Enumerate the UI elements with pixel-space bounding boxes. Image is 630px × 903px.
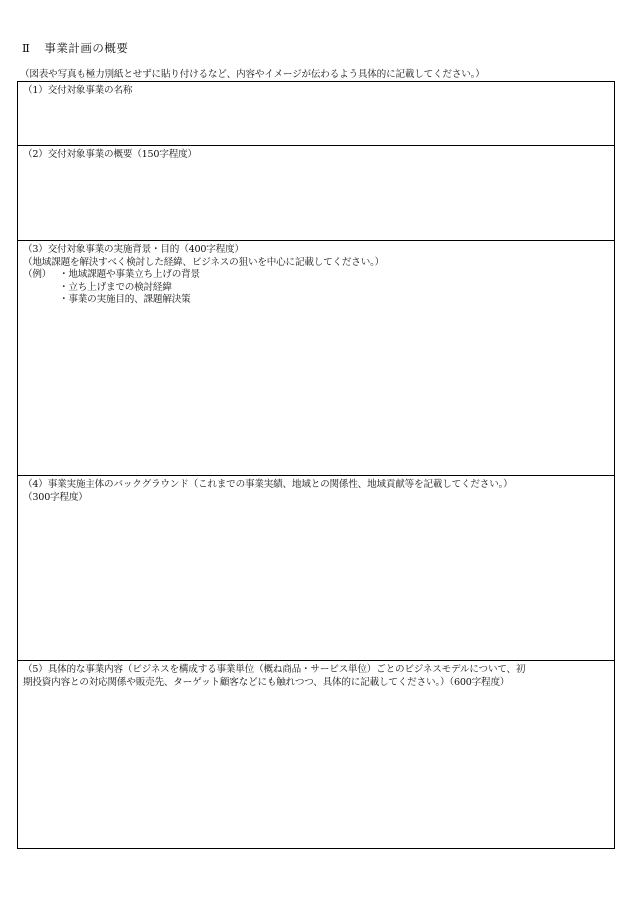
section-title: （1）交付対象事業の名称	[23, 85, 133, 96]
instruction-note: （図表や写真も極力別紙とせずに貼り付けるなど、内容やイメージが伝わるよう具体的に記載してください。）	[20, 69, 485, 80]
heading-title: 事業計画の概要	[44, 41, 129, 55]
section-title: （4）事業実施主体のバックグラウンド（これまでの事業実績、地域との関係性、地域貢献等を記載してください。）	[23, 479, 513, 490]
section-project-overview[interactable]	[18, 145, 614, 240]
section-instruction: （300字程度）	[23, 491, 88, 503]
section-background-purpose[interactable]	[18, 240, 614, 475]
section-title: （5）具体的な事業内容（ビジネスを構成する事業単位（概ね商品・サービス単位）ごとのビジネスモデルについて、初	[23, 664, 526, 675]
plan-form-table	[17, 81, 615, 849]
example-item: （例） ・地域課題や事業立ち上げの背景	[23, 269, 200, 280]
section-title: （2）交付対象事業の概要（150字程度）	[23, 149, 197, 160]
example-item: ・事業の実施目的、課題解決策	[59, 294, 191, 305]
section-instruction: （地域課題を解決すべく検討した経緯、ビジネスの狙いを中心に記載してください。）	[23, 256, 385, 268]
section-title: （3）交付対象事業の実施背景・目的（400字程度）	[23, 244, 244, 255]
example-label: （例）	[23, 269, 52, 280]
section-business-details[interactable]	[18, 660, 614, 850]
section-entity-background[interactable]	[18, 475, 614, 660]
section-title-continued: 期投資内容との対応関係や販売先、ターゲット顧客などにも触れつつ、具体的に記載してください。）（600字程度）	[23, 676, 510, 688]
heading-number: Ⅱ	[22, 41, 31, 55]
section-heading	[22, 40, 128, 56]
section-project-name[interactable]	[18, 82, 614, 145]
example-item: ・立ち上げまでの検討経緯	[59, 281, 172, 293]
